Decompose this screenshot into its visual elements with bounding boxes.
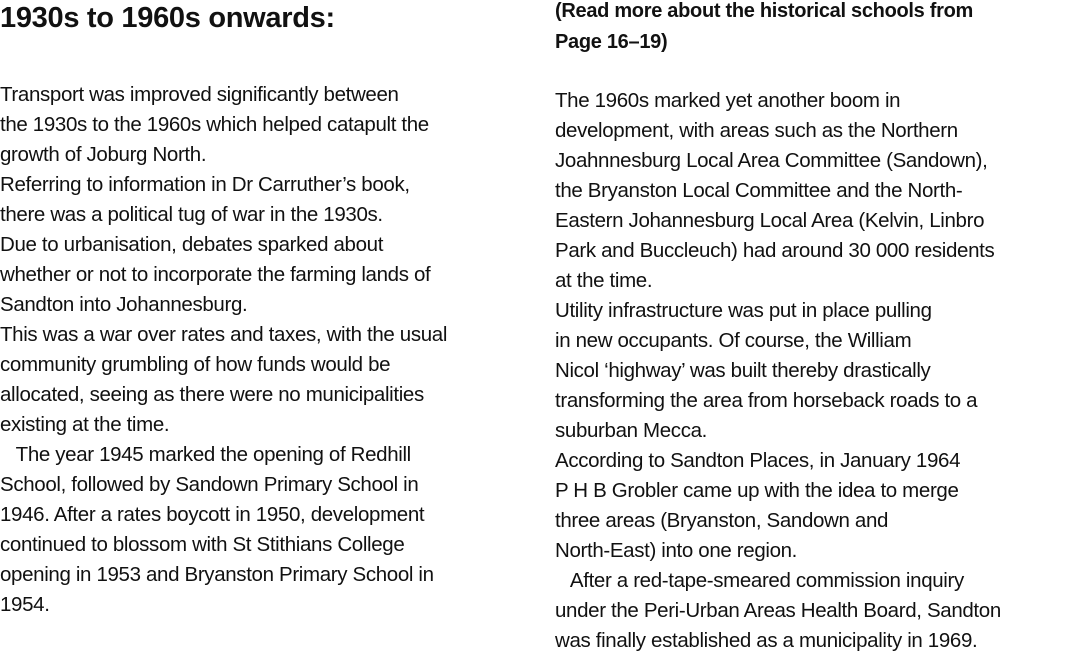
text-line: Park and Buccleuch) had around 30 000 residents [555,239,995,262]
text-line: According to Sandton Places, in January 1964 [555,449,961,472]
text-line: The 1960s marked yet another boom in [555,89,901,112]
note-line: Page 16–19) [555,31,668,53]
text-line: community grumbling of how funds would be [0,353,391,376]
text-line: whether or not to incorporate the farming lands of [0,263,431,286]
text-line: allocated, seeing as there were no municipalities [0,383,424,406]
text-line: transforming the area from horseback roads to a [555,389,978,412]
text-line: suburban Mecca. [555,419,708,442]
text-line: After a red-tape-smeared commission inquiry [555,569,964,592]
text-line: there was a political tug of war in the 1930s. [0,203,383,226]
right-column-text [555,86,1075,656]
text-line: Eastern Johannesburg Local Area (Kelvin, Linbro [555,209,985,232]
text-line: Referring to information in Dr Carruther’s book, [0,173,410,196]
text-line: Utility infrastructure was put in place pulling [555,299,932,322]
text-line: Due to urbanisation, debates sparked about [0,233,384,256]
text-line: was finally established as a municipality in 1969. [555,629,978,652]
text-line: in new occupants. Of course, the William [555,329,912,352]
text-line: the 1930s to the 1960s which helped catapult the [0,113,429,136]
section-heading: 1930s to 1960s onwards: [0,2,335,34]
text-line: Sandton into Johannesburg. [0,293,248,316]
text-line: Nicol ‘highway’ was built thereby drastically [555,359,931,382]
text-line: Transport was improved significantly between [0,83,399,106]
text-line: existing at the time. [0,413,170,436]
text-line: P H B Grobler came up with the idea to merge [555,479,959,502]
text-line: the Bryanston Local Committee and the North- [555,179,963,202]
text-line: North-East) into one region. [555,539,798,562]
text-line: This was a war over rates and taxes, with the usual [0,323,448,346]
page-reference-note [555,0,1075,58]
text-line: Joahnnesburg Local Area Committee (Sandown), [555,149,988,172]
text-line: at the time. [555,269,653,292]
text-line: 1946. After a rates boycott in 1950, development [0,503,425,526]
text-line: opening in 1953 and Bryanston Primary School in [0,563,434,586]
text-line: The year 1945 marked the opening of Redhill [0,443,411,466]
text-line: three areas (Bryanston, Sandown and [555,509,889,532]
text-line: 1954. [0,593,50,616]
text-line: growth of Joburg North. [0,143,207,166]
text-line: continued to blossom with St Stithians College [0,533,405,556]
text-line: School, followed by Sandown Primary School in [0,473,419,496]
text-line: development, with areas such as the Northern [555,119,958,142]
note-line: (Read more about the historical schools from [555,0,973,22]
text-line: under the Peri-Urban Areas Health Board, Sandton [555,599,1001,622]
left-column-text [0,80,530,620]
